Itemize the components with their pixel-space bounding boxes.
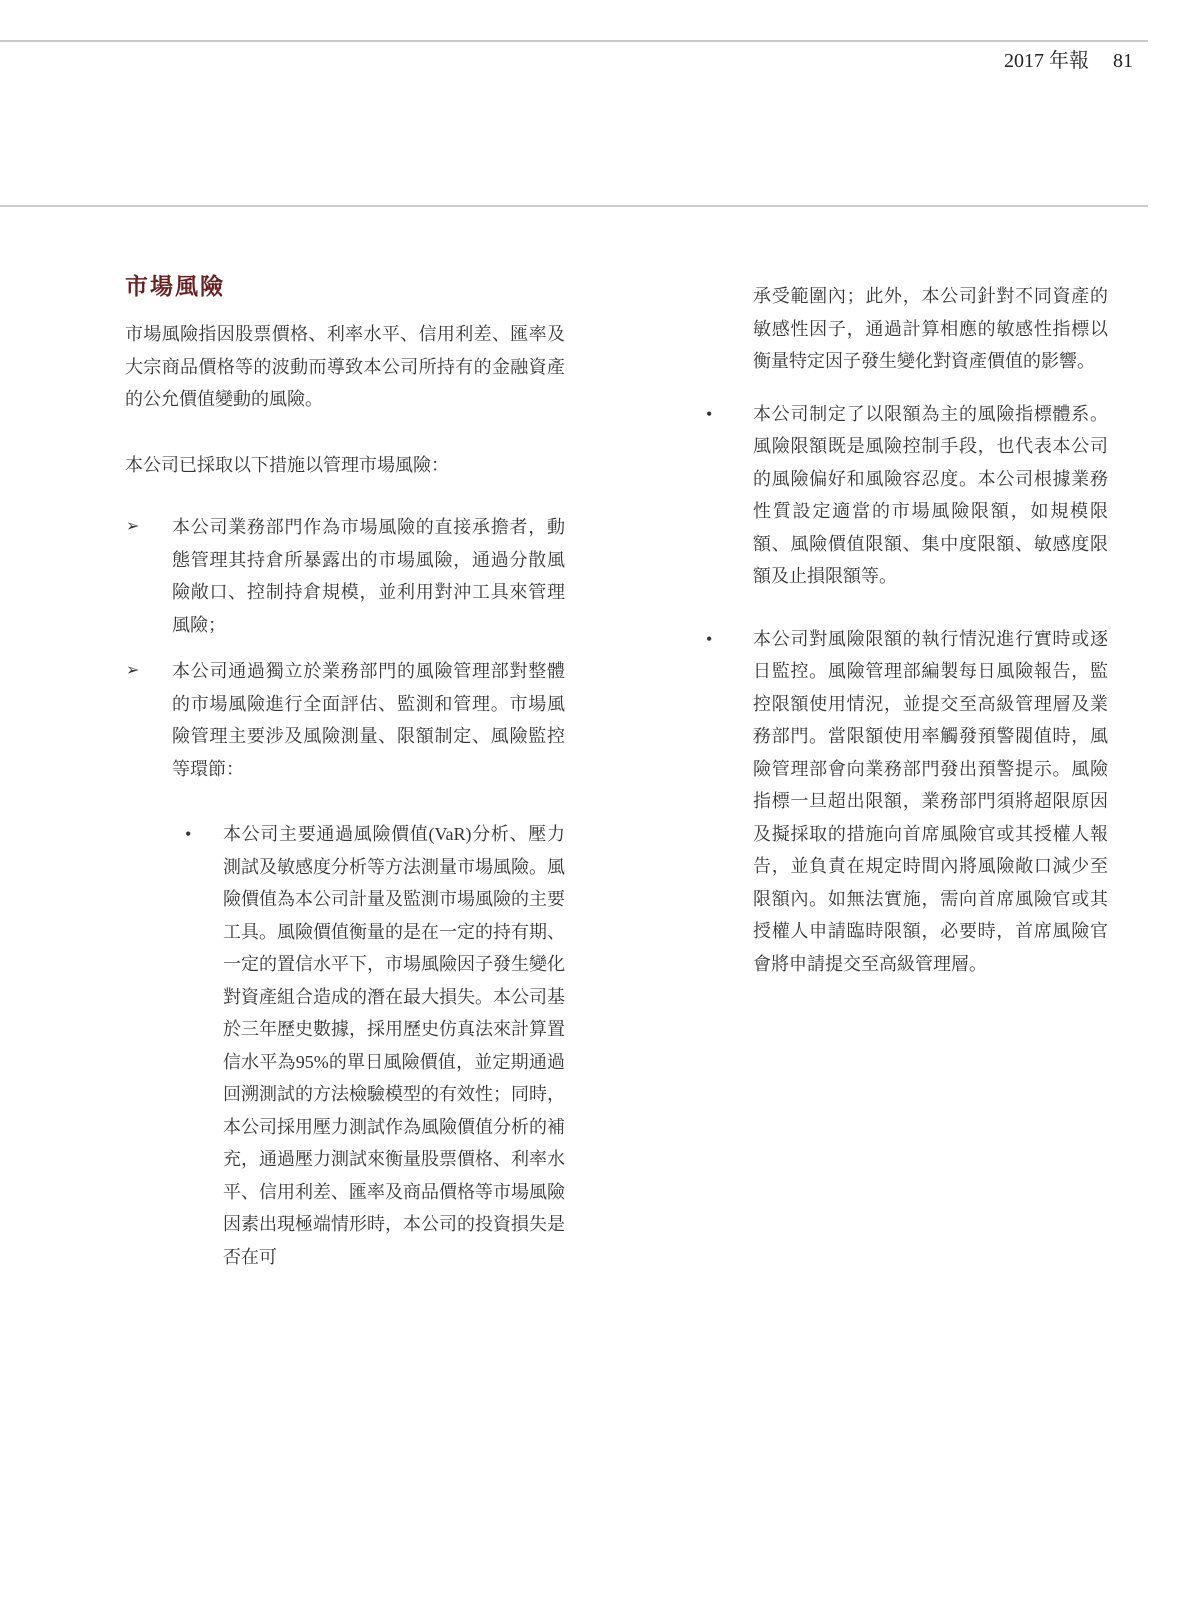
arrow-bullet-icon: ➢: [126, 518, 140, 535]
list-item-text: 本公司主要通過風險價值(VaR)分析、壓力測試及敏感度分析等方法測量市場風險。風險價值為本公司計量及監測市場風險的主要工具。風險價值衡量的是在一定的持有期、一定的置信水平下，市場風險因子發生變化對資產組合造成的潛在最大損失。本公司基於三年歷史數據，採用歷史仿真法來計算置信水平為95%的單日風險價值，並定期通過回溯測試的方法檢驗模型的有效性；同時，本公司採用壓力測試作為風險價值分析的補充，通過壓力測試來衡量股票價格、利率水平、信用利差、匯率及商品價格等市場風險因素出現極端情形時，本公司的投資損失是否在可: [223, 824, 565, 1267]
list-item-arrow-1: [125, 511, 565, 641]
right-column: [705, 280, 1108, 980]
list-item-arrow-2: [125, 655, 565, 785]
list-item-text: 本公司通過獨立於業務部門的風險管理部對整體的市場風險進行全面評估、監測和管理。市場風險管理主要涉及風險測量、限額制定、風險監控等環節：: [172, 661, 565, 779]
page-header: [1004, 49, 1133, 73]
arrow-bullet-icon: ➢: [126, 662, 140, 679]
dot-bullet-icon: •: [185, 824, 192, 844]
list-item-text: 本公司對風險限額的執行情況進行實時或逐日監控。風險管理部編製每日風險報告，監控限額使用情況，並提交至高級管理層及業務部門。當限額使用率觸發預警閥值時，風險管理部會向業務部門發出預警提示。風險指標一旦超出限額，業務部門須將超限原因及擬採取的措施向首席風險官或其授權人報告，並負責在規定時間內將風險敞口減少至限額內。如無法實施，需向首席風險官或其授權人申請臨時限額，必要時，首席風險官會將申請提交至高級管理層。: [753, 628, 1108, 974]
report-title: 2017 年報: [1004, 50, 1089, 72]
top-rule: [0, 40, 1148, 42]
header-rule: [0, 205, 1148, 207]
left-column: [125, 272, 565, 1273]
page-number: 81: [1113, 50, 1133, 72]
dot-bullet-icon: •: [706, 403, 713, 424]
list-item-dot-limits: [705, 398, 1108, 593]
dot-bullet-icon: •: [706, 628, 713, 649]
measures-intro-paragraph: 本公司已採取以下措施以管理市場風險：: [125, 454, 449, 475]
list-item-dot-monitoring: [705, 623, 1108, 981]
list-item-text: 本公司業務部門作為市場風險的直接承擔者，動態管理其持倉所暴露出的市場風險，通過分散風險敞口、控制持倉規模，並利用對沖工具來管理風險；: [172, 517, 565, 635]
intro-paragraph: 市場風險指因股票價格、利率水平、信用利差、匯率及大宗商品價格等的波動而導致本公司所持有的金融資產的公允價值變動的風險。: [125, 324, 565, 409]
section-heading: 市場風險: [125, 274, 225, 299]
continuation-paragraph: 承受範圍內；此外，本公司針對不同資產的敏感性因子，通過計算相應的敏感性指標以衡量特定因子發生變化對資產價值的影響。: [753, 286, 1108, 371]
list-item-dot-var: [125, 818, 565, 1273]
list-item-text: 本公司制定了以限額為主的風險指標體系。風險限額既是風險控制手段，也代表本公司的風險偏好和風險容忍度。本公司根據業務性質設定適當的市場風險限額，如規模限額、風險價值限額、集中度限額、敏感度限額及止損限額等。: [753, 403, 1108, 586]
